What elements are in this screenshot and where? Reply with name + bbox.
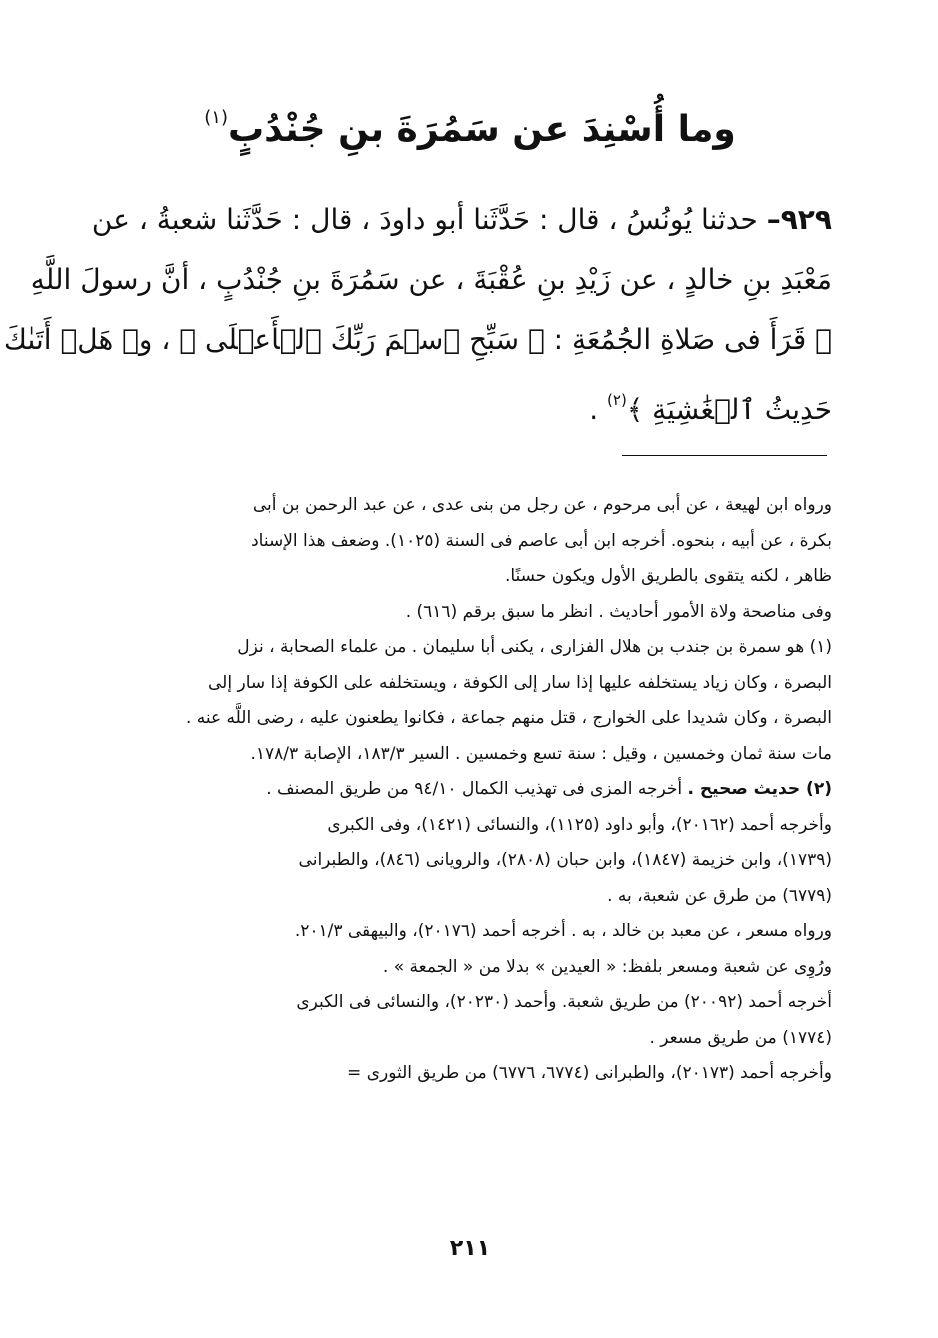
footnote-2-label: (٢) حديث صحيح .	[687, 779, 832, 799]
footnote-1-line: البصرة ، وكان شديدا على الخوارج ، قتل منهم جماعة ، فكانوا يطعنون عليه ، رضى اللَّه عنه .	[185, 708, 832, 728]
hadith-line-1: ٩٢٩– حدثنا يُونُسُ ، قال : حَدَّثَنا أبو داودَ ، قال : حَدَّثَنا شعبةُ ، عن	[91, 203, 832, 236]
note-line: ورواه مسعر ، عن معبد بن خالد ، به . أخرجه أحمد (٢٠١٧٦)، والبيهقى ٢٠١/٣.	[294, 921, 832, 941]
footnote-separator	[622, 455, 827, 456]
note-line: (٦٧٧٩) من طرق عن شعبة، به .	[607, 885, 832, 906]
page-number: ٢١١	[449, 1236, 491, 1261]
note-line: بكرة ، عن أبيه ، بنحوه. أخرجه ابن أبى عاصم فى السنة (١٠٢٥). وضعف هذا الإسناد	[251, 530, 832, 551]
note-line: أخرجه أحمد (٢٠٠٩٢) من طريق شعبة. وأحمد (٢٠٢٣٠)، والنسائى فى الكبرى	[296, 992, 832, 1012]
footnotes	[112, 488, 832, 1092]
section-heading	[120, 88, 820, 160]
hadith-text	[3, 190, 832, 430]
note-line: وأخرجه أحمد (٢٠١٦٢)، وأبو داود (١١٢٥)، والنسائى (١٤٢١)، وفى الكبرى	[327, 814, 832, 835]
hadith-line-3: ﷺ قَرَأَ فى صَلاةِ الجُمُعَةِ : ﴿ سَبِّحِ ٱسۡمَ رَبِّكَ ٱلۡأَعۡلَى ﴾ ، و﴿ هَلۡ أَتَىٰكَ	[3, 323, 832, 356]
heading-footnote-ref: (١)	[204, 107, 228, 128]
note-line: (١٧٧٤) من طريق مسعر .	[649, 1027, 832, 1048]
footnote-1-line: البصرة ، وكان زياد يستخلفه عليها إذا سار إلى الكوفة ، ويستخلفه على الكوفة إذا سار إلى	[208, 672, 832, 693]
note-line: وفى مناصحة ولاة الأمور أحاديث . انظر ما سبق برقم (٦١٦) .	[405, 601, 832, 622]
heading-title: وما أُسْنِدَ عن سَمُرَةَ بنِ جُنْدُبٍ	[227, 109, 736, 150]
note-line: ظاهر ، لكنه يتقوى بالطريق الأول ويكون حسنًا.	[504, 566, 832, 586]
note-line: ورواه ابن لهيعة ، عن أبى مرحوم ، عن رجل من بنى عدى ، عن عبد الرحمن بن أبى	[252, 495, 832, 515]
footnote-1-line: (١) هو سمرة بن جندب بن هلال الفزارى ، يكنى أبا سليمان . من علماء الصحابة ، نزل	[237, 637, 832, 657]
hadith-number: ٩٢٩–	[766, 203, 832, 236]
footnote-2-line: (٢) حديث صحيح . أخرجه المزى فى تهذيب الكمال ٩٤/١٠ من طريق المصنف .	[266, 779, 832, 799]
footnote-1-line: مات سنة ثمان وخمسين ، وقيل : سنة تسع وخمسين . السير ١٨٣/٣، الإصابة ١٧٨/٣.	[250, 743, 832, 764]
note-line: ورُوِى عن شعبة ومسعر بلفظ: « العيدين » بدلا من « الجمعة » .	[382, 956, 832, 977]
note-line: وأخرجه أحمد (٢٠١٧٣)، والطبرانى (٦٧٧٤، ٦٧٧٦) من طريق الثورى =	[347, 1063, 832, 1083]
hadith-line-2: مَعْبَدِ بنِ خالدٍ ، عن زَيْدِ بنِ عُقْبَةَ ، عن سَمُرَةَ بنِ جُنْدُبٍ ، أنَّ رسولَ اللَّهِ	[30, 263, 832, 296]
note-line: (١٧٣٩)، وابن خزيمة (١٨٤٧)، وابن حبان (٢٨٠٨)، والرويانى (٨٤٦)، والطبرانى	[298, 850, 832, 870]
hadith-line-4: حَدِيثُ ٱلۡغَٰشِيَةِ ﴾$^{(٢)}$ .	[589, 391, 832, 426]
hadith-footnote-ref: (٢)	[607, 391, 627, 409]
